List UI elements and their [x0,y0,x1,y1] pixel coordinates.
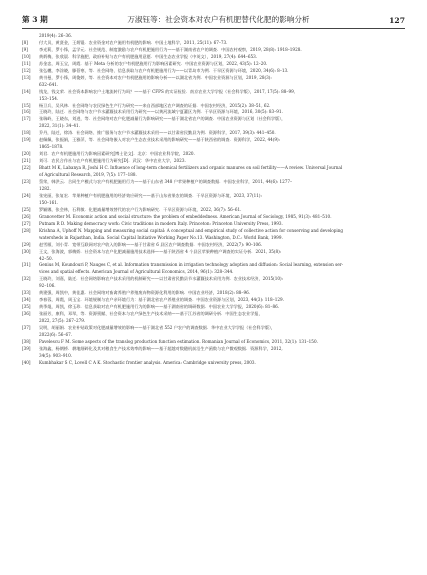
reference-text-line: 张瑞岭，王晓东，刘进，等．社会网络对农户化肥减量行为影响研究——基于湖北省农户的调查．中国农业资源与区划（社会科学版）， [39,116,286,122]
reference-item [22,54,405,61]
reference-text-line: 黄建强，周凯中，黄佳惠．社会网络对畜禽养殖户养殖废弃物资源化利用的影响．中国农业经济，2018(2): 88–96. [39,290,251,296]
running-title: 万淑钰等：社会资本对农户有机肥替代化肥的影响分析 [127,15,310,24]
reference-item [22,40,405,47]
reference-text-line: 黄炳梅，张欣晨．科学施肥、政府补贴与农户有机肥施用意愿．中国生态农业学报（中英文），2019, 27(4): 644–653. [39,53,258,59]
reference-text-line: 2019(4): 26–36. [39,33,73,38]
reference-text-line: 蔡荣，韩洪云．合同生产模式与农户有机肥施用行为——基于山东省 348 户苹果种植户的调查数据．中国农业科学，2011, 44(6): 1277– [39,179,293,185]
reference-number: [15] [22,102,31,108]
reference-item [22,262,405,276]
reference-item [22,75,405,89]
reference-text-line: 付大贝，黄贤金，王炳锟．农业资金对农户施用有机肥的影响．中国土地科学，2011, 25(11): 67–73. [39,39,228,45]
reference-number: [27] [22,220,31,226]
reference-text-line: 李光莉，罗小锋，孟学元．社会规范、制度激励与农户有机肥施用行为——基于湖南省农户的调查．中国农村观察，2019, 28(8): 1918–1928. [39,46,302,52]
reference-number: [36] [22,311,31,317]
reference-text-line: 黄季焜，周凯，徐玉珍．信息获取对农户有机肥施用行为的影响——基于湖南省的调研数据．中国农业大学学报，2020(6): 81–86. [39,304,280,310]
reference-number: [16] [22,109,31,115]
reference-text-line: 632–641. [39,81,59,87]
reference-item [22,207,405,214]
reference-text-line: Pavelescu F M. Some aspects of the translog production function estimation. Romanian Journal of Economics, 2011, 32(1): 131–150. [39,338,318,344]
reference-number: [21] [22,158,31,164]
reference-number: [31] [22,262,31,268]
reference-number: [28] [22,227,31,233]
reference-item [22,89,405,103]
reference-number: [35] [22,304,31,310]
reference-number: [29] [22,241,31,247]
reference-text-line: 乔丹，陆迁，徐涛．社会网络、推广服务与农户节水灌溉技术采用——以甘肃省民勤县为例．资源科学，2017, 39(3): 441–450. [39,130,276,136]
reference-text-line: 张宪丽，张复宏．苹果种植户有机肥施用的经济效应研究——基于山东省果农的调查．干旱区资源与环境，2023, 37(11): [39,192,262,198]
reference-number: [38] [22,338,31,344]
reference-item [22,221,405,228]
reference-text-line: 2022, 31(1): 34–41. [39,123,80,129]
reference-number: [17] [22,116,31,122]
reference-item [22,276,405,290]
reference-text-line: 153–154. [39,95,59,101]
reference-number: [24] [22,192,31,198]
reference-text-line: 2022, 27(5): 267–279. [39,318,86,324]
reference-text-line: 赵佩佩，张振娟，王雅萍，等．社会网络嵌入对农户生态农业技术采用的影响研究——基于陕西省的调查．资源科学，2022, 44(9): [39,137,281,143]
reference-text-line: 罗颖娜，张会林，石利敏．化肥减量增效替代的农户行为影响研究．干旱区资源与环境，2022, 36(7): 56–61. [39,206,242,212]
reference-number: [33] [22,290,31,296]
reference-item [22,109,405,116]
reference-text-line: 杨卫兵，吴风林．社会网络与农民绿色生产行为研究——来自西部地区农户调查的证据．中国农村经济，2015(2): 38–51, 62. [39,102,271,108]
reference-text-line: 钱龙，钱文荣．社会资本影响农户土地流转行为吗？——基于 CFPS 的实证检验．南京农业大学学报（社会科学版），2017, 17(5): 88–99, [39,88,296,94]
reference-text-line: Putnam R D. Making democracy work: Civic traditions in modern Italy. Princeton: Princeton University Press, 1993. [39,220,283,226]
reference-text-line: 王文，张海波，郭梅娇．社会资本与农户化肥减量施用技术选择——基于陕西省 4 个县区苹果种植户调查的实证分析．2021, 35(8): [39,248,282,254]
reference-number: [12] [22,67,31,73]
reference-item [22,61,405,68]
reference-text-line: 李春蓉，周霞，周玉宝．环境规制与农户亲环境行为：基于湖北省农户养殖业的调查．中国农业资源与区划，2023, 44(3): 118–129. [39,297,284,303]
reference-item [22,304,405,311]
reference-text-line: Granovetter M. Economic action and social structure: the problem of embeddedness. American Journal of Sociology, 1985, 91(3): 481–510. [39,213,332,219]
reference-text-line: 苏金忠，周玉宝，周霞．基于 Meta 分析的农户有机肥施用行为影响因素研究．中国农业资源与区划，2022, 43(5): 12–20. [39,60,268,66]
reference-text-line: 42–50. [39,255,53,261]
reference-number: [18] [22,130,31,136]
reference-item [22,68,405,75]
reference-text-line: 1865–1878. [39,144,64,150]
reference-number: [8] [22,39,28,45]
reference-text-line: Kumbhakar S C, Lovell C A K. Stochastic frontier analysis. America: Cambridge university press, 2003. [39,359,256,365]
reference-text-line: 刘可．农民合作社与农户有机肥施用行为研究[D]．武汉：华中农业大学，2023. [39,158,186,164]
reference-item [22,339,405,346]
reference-item [22,47,405,54]
reference-item [22,290,405,297]
reference-text-line: 王晓玲，刘嘉，陆迁．社会网络影响农户技术采用的机制研究——以甘肃省民勤县节水灌溉技术采用为例．农业技术经济，2015(10): [39,276,284,282]
reference-number: [37] [22,325,31,331]
reference-number: [25] [22,206,31,212]
reference-number: [26] [22,213,31,219]
reference-text-line: 2022(6): 56–67. [39,331,73,337]
reference-number: [32] [22,276,31,282]
reference-text-line: vices and spatial effects. American Journal of Agricultural Economics, 2014, 96(1): 328–344. [39,269,234,275]
reference-item [22,151,405,158]
reference-item [22,165,405,179]
reference-item [22,158,405,165]
reference-item [22,179,405,193]
reference-item [22,33,405,40]
reference-text-line: watersheds in Rajasthan, India. Social Capital Initiative Working Paper No.13. Washington, D.C.: World Bank, 1999. [39,234,283,240]
reference-text-line: 1282. [39,185,51,191]
reference-number: [40] [22,359,31,365]
reference-item [22,325,405,339]
reference-number: [11] [22,60,31,66]
reference-number: [20] [22,151,31,157]
reference-item [22,137,405,151]
reference-number: [14] [22,88,31,94]
reference-item [22,360,405,367]
reference-item [22,249,405,263]
reference-number: [19] [22,137,31,143]
reference-number: [9] [22,46,28,52]
reference-number: [13] [22,74,31,80]
reference-number: [30] [22,248,31,254]
running-header [22,14,405,28]
reference-item [22,228,405,242]
reference-text-line: 92–106. [39,283,56,289]
reference-text-line: 刘君．农户有机肥施用行为影响因素研究[博士论文]．北京：中国农业科学院，2020. [39,151,195,157]
reference-item [22,103,405,110]
reference-text-line: 黄书曼，罗小锋，周俊婷，等．社会资本对农户有机肥施用的影响分析——以湖北省为例．中国农业资源与区划，2019, 28(3): [39,74,272,80]
reference-number: [22] [22,165,31,171]
reference-item [22,242,405,249]
reference-item [22,116,405,130]
reference-text-line: 赵雪雁，刘小青．宽带互联网对农户收入的影响——基于甘肃省 6 县区农户调查数据．中国农村经济，2022(7): 90–106. [39,241,263,247]
reference-text-line: 150–161. [39,199,59,205]
reference-text-line: 张弘樾，李涂晓，滕蓓寒，等．社会网络、信息获取与农户有机肥施用行为——以青岛市为例．干旱区资源与环境，2020, 34(6): 8–13. [39,67,289,73]
reference-list [22,33,405,367]
page-number: 127 [389,16,405,25]
reference-item [22,193,405,207]
reference-number: [23] [22,179,31,185]
reference-text-line: Genius M, Koundouri P, Nauges C, et al. Information transmission in irrigation technology adoption and diffusion: Social learning, extension ser- [39,262,344,268]
reference-text-line: Krishna A, Uphoff N. Mapping and measuring social capital: A conceptual and empirical study of collective action for conserving and developing [39,227,344,233]
reference-item [22,214,405,221]
reference-number: [10] [22,53,31,59]
reference-text-line: 张海鑫，杨钢桥．耕地细碎化及其对粮食生产技术效率的影响——基于超越对数随机前沿生产函数与农户微观数据．资源科学，2012, [39,345,283,351]
reference-number: [34] [22,297,31,303]
reference-text-line: 王晓玲，陆迁．社会网络与农户节水灌溉技术采用行为研究——以黄河流域宁夏灌区为例．干旱区资源与环境，2016, 30(5): 83–91. [39,109,283,115]
header-rule [22,28,405,29]
reference-number: [39] [22,345,31,351]
reference-text-line: 吴明，胡丽娟．农业补贴政策对化肥减量增效的影响——基于湖北省 552 户农户的调查数据．华中农业大学学报（社会科学版）， [39,325,276,331]
issue-label: 第 3 期 [22,15,48,24]
reference-text-line: Bhatt M K, Labanya R, Joshi H C. Influence of long-term chemical fertilizers and organic manures on soil fertility——A review. Universal Journal [39,165,343,171]
reference-item [22,297,405,304]
reference-text-line: 张丽芳，康科，邓翠，等．资源禀赋、社会资本与农户绿色生产技术采纳——基于江苏省的调研分析．中国生态农业学报， [39,311,263,317]
reference-text-line: of Agricultural Research, 2019, 7(5): 177–188. [39,172,137,178]
reference-item [22,346,405,360]
reference-item [22,311,405,325]
reference-item [22,130,405,137]
reference-text-line: 34(5): 903–910. [39,352,73,358]
